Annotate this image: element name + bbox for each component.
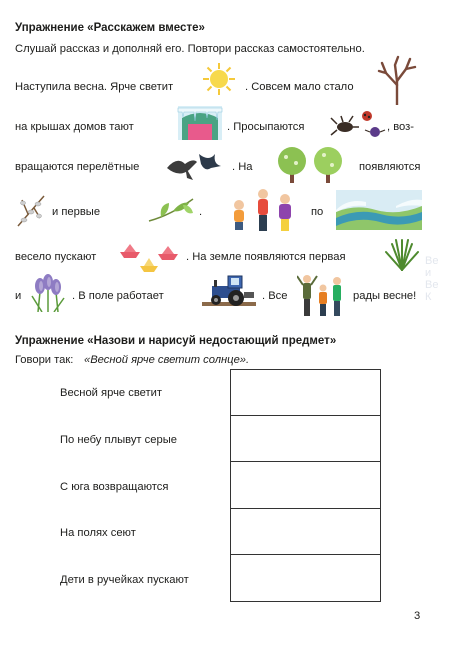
story-line6-b: . В поле работает — [72, 290, 164, 302]
exercise1-title: Упражнение «Расскажем вместе» — [15, 22, 205, 34]
drawing-grid — [230, 369, 381, 602]
story-line3-b: . На — [232, 161, 253, 173]
leaves-icon — [147, 195, 195, 225]
paper-boats-icon — [118, 242, 180, 274]
story-line6-c: . Все — [262, 290, 288, 302]
story-line6-a: и — [15, 290, 22, 302]
willow-icon — [14, 192, 48, 228]
sun-icon — [202, 62, 236, 96]
exercise2-row-1: Весной ярче светит — [60, 387, 162, 399]
story-line2-b: . Просыпаются — [227, 121, 305, 133]
grass-icon — [384, 236, 420, 272]
exercise1-instruction: Слушай рассказ и дополняй его. Повтори рассказ самостоятельно. — [15, 43, 365, 55]
page-number: 3 — [414, 610, 421, 622]
tree-bare-icon — [376, 55, 418, 105]
drawing-cell-1[interactable] — [231, 370, 380, 416]
story-line3-c: появляются — [359, 161, 421, 173]
story-line5-b: . На земле появляются первая — [186, 251, 346, 263]
trees-budding-icon — [274, 145, 350, 185]
story-line1-b: . Совсем мало стало — [245, 81, 354, 93]
story-line6-d: рады весне! — [353, 290, 417, 302]
drawing-cell-5[interactable] — [231, 555, 380, 601]
story-line3-a: вращаются перелётные — [15, 161, 140, 173]
stream-icon — [336, 190, 422, 230]
story-line2-c: , воз- — [387, 121, 414, 133]
insects-icon — [329, 108, 387, 142]
bleed-through-text: Ве и Ве К — [425, 255, 439, 303]
exercise2-title: Упражнение «Назови и нарисуй недостающий предмет» — [15, 335, 337, 347]
drawing-cell-2[interactable] — [231, 416, 380, 462]
exercise2-example: «Весной ярче светит солнце». — [84, 354, 250, 366]
story-line4-a: и первые — [52, 206, 101, 218]
exercise2-row-3: С юга возвращаются — [60, 481, 169, 493]
children-icon — [229, 187, 299, 233]
story-line4-b: . — [199, 206, 203, 218]
exercise2-row-2: По небу плывут серые — [60, 434, 177, 446]
story-line4-c: по — [311, 206, 324, 218]
drawing-cell-3[interactable] — [231, 462, 380, 508]
family-icon — [297, 272, 347, 318]
crocus-icon — [28, 272, 68, 312]
exercise2-row-4: На полях сеют — [60, 527, 136, 539]
exercise2-row-5: Дети в ручейках пускают — [60, 574, 189, 586]
story-line5-a: весело пускают — [15, 251, 97, 263]
melting-roof-icon — [176, 102, 224, 142]
story-line1-a: Наступила весна. Ярче светит — [15, 81, 174, 93]
exercise2-say-label: Говори так: — [15, 354, 74, 366]
story-line2-a: на крышах домов тают — [15, 121, 134, 133]
drawing-cell-4[interactable] — [231, 509, 380, 555]
birds-icon — [163, 148, 223, 184]
tractor-icon — [202, 274, 256, 308]
